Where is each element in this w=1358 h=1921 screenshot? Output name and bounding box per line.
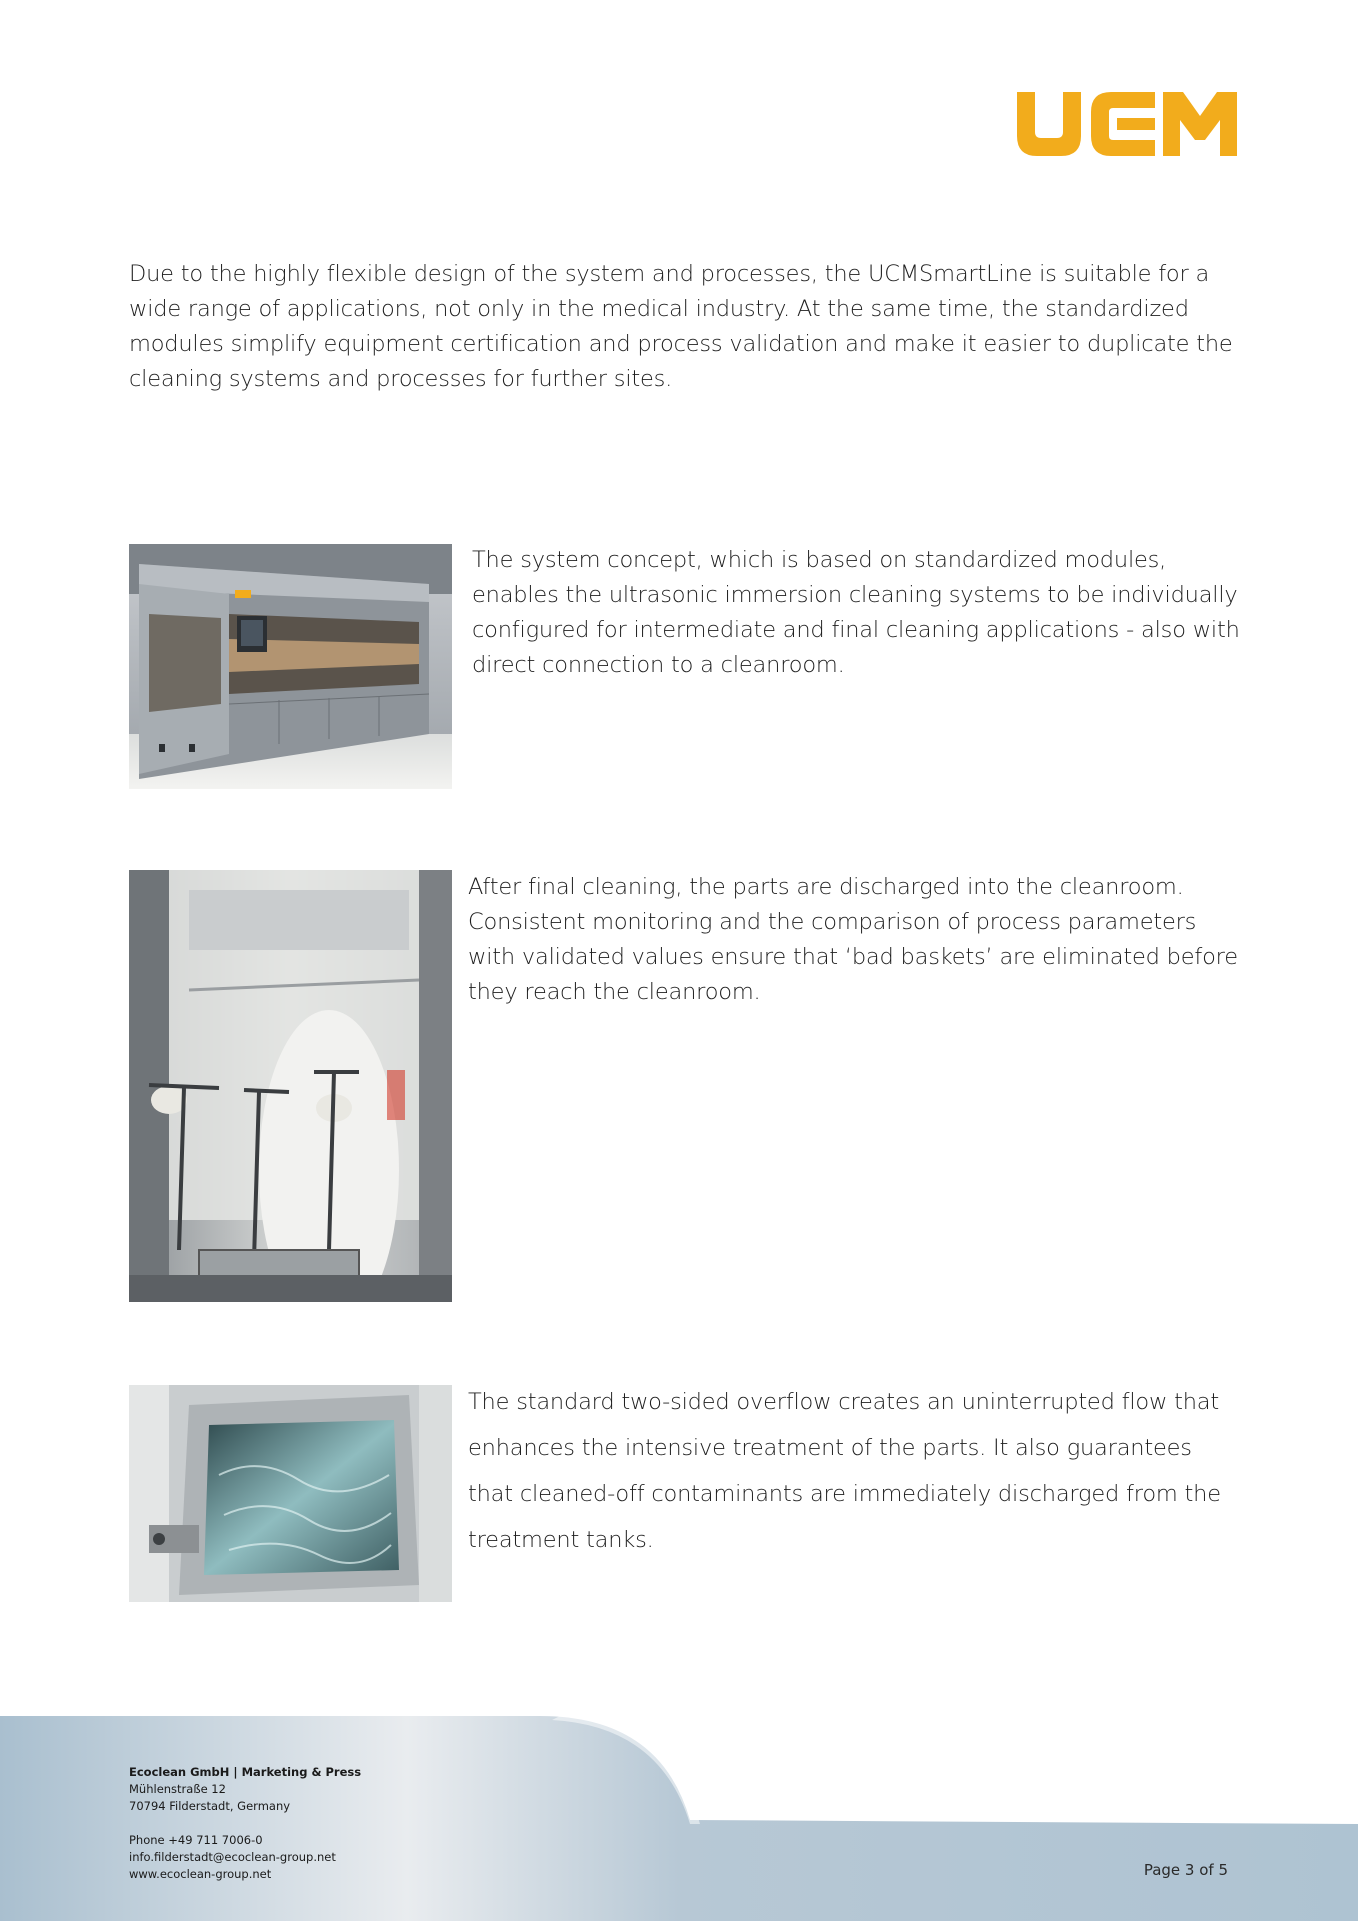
section-3-text: The standard two-sided overflow creates an uninterrupted flow that enhances the intensive treatment of the parts. It also guarantees that cleaned-off contaminants are immediately discharged from the treatment tanks.	[468, 1389, 1221, 1553]
section-1-text: The system concept, which is based on standardized modules, enables the ultrasonic immersion cleaning systems to be individually configured for intermediate and final cleaning applications - also with direct connection to a cleanroom.	[472, 547, 1240, 678]
cleanroom-discharge-photo	[129, 870, 452, 1302]
overflow-tank-photo	[129, 1385, 452, 1602]
cleaning-system-photo	[129, 544, 452, 789]
ucm-logo	[1017, 92, 1237, 156]
footer-website[interactable]: www.ecoclean-group.net	[129, 1867, 272, 1881]
intro-paragraph: Due to the highly flexible design of the system and processes, the UCMSmartLine is suitable for a wide range of applications, not only in the medical industry. At the same time, the standardized modules simplify equipment certification and process validation and make it easier to duplicate the cleaning systems and processes for further sites.	[129, 261, 1233, 392]
footer-email[interactable]: info.filderstadt@ecoclean-group.net	[129, 1850, 336, 1864]
page-number: Page 3 of 5	[1143, 1861, 1228, 1879]
footer-company: Ecoclean GmbH | Marketing & Press	[129, 1765, 362, 1779]
footer-city: 70794 Filderstadt, Germany	[129, 1799, 291, 1813]
footer-contact	[129, 1764, 361, 1883]
footer-phone: Phone +49 711 7006-0	[129, 1833, 263, 1847]
section-2-text: After final cleaning, the parts are discharged into the cleanroom. Consistent monitoring and the comparison of process parameters with validated values ensure that ‘bad baskets’ are eliminated before they reach the cleanroom.	[468, 874, 1238, 1005]
footer-street: Mühlenstraße 12	[129, 1782, 226, 1796]
